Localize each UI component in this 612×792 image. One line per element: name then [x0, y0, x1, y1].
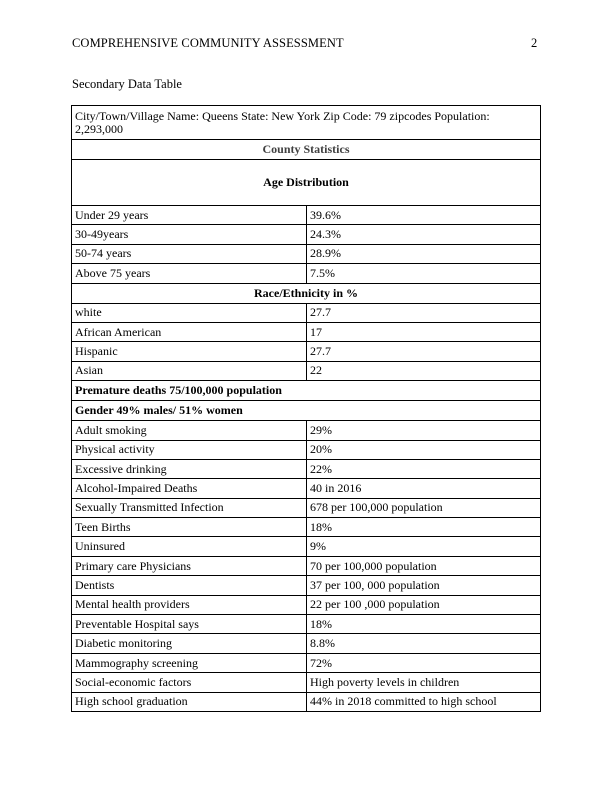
row-label: Alcohol-Impaired Deaths	[72, 479, 307, 498]
row-value: 22	[307, 361, 541, 380]
row-label: Mammography screening	[72, 653, 307, 672]
row-label: Uninsured	[72, 537, 307, 556]
row-label: Above 75 years	[72, 264, 307, 283]
table-row	[72, 342, 541, 361]
row-value: 8.8%	[307, 634, 541, 653]
location-info-cell: City/Town/Village Name: Queens State: New York Zip Code: 79 zipcodes Population: 2,293,000	[72, 106, 541, 140]
row-label: 30-49years	[72, 225, 307, 244]
row-value: 18%	[307, 518, 541, 537]
row-value: 20%	[307, 440, 541, 459]
row-value: 44% in 2018 committed to high school	[307, 692, 541, 711]
table-row	[72, 673, 541, 692]
row-value: 37 per 100, 000 population	[307, 576, 541, 595]
county-statistics-heading: County Statistics	[72, 140, 541, 160]
table-row	[72, 615, 541, 634]
row-value: 28.9%	[307, 244, 541, 263]
row-label: Mental health providers	[72, 595, 307, 614]
race-ethnicity-heading: Race/Ethnicity in %	[72, 283, 541, 303]
row-label: Preventable Hospital says	[72, 615, 307, 634]
age-distribution-heading: Age Distribution	[72, 160, 541, 206]
table-row	[72, 206, 541, 225]
row-value: 29%	[307, 421, 541, 440]
table-row	[72, 264, 541, 283]
row-value: 24.3%	[307, 225, 541, 244]
row-value: 40 in 2016	[307, 479, 541, 498]
row-value: 22%	[307, 459, 541, 478]
row-label: Teen Births	[72, 518, 307, 537]
table-row	[72, 537, 541, 556]
row-label: Adult smoking	[72, 421, 307, 440]
premature-deaths-row: Premature deaths 75/100,000 population	[72, 381, 541, 401]
table-row	[72, 459, 541, 478]
row-label: Asian	[72, 361, 307, 380]
row-value: 39.6%	[307, 206, 541, 225]
row-value: 72%	[307, 653, 541, 672]
table-row	[72, 653, 541, 672]
table-row	[72, 498, 541, 517]
table-row	[72, 576, 541, 595]
row-value: 27.7	[307, 342, 541, 361]
row-value: 22 per 100 ,000 population	[307, 595, 541, 614]
row-value: High poverty levels in children	[307, 673, 541, 692]
running-head-title: COMPREHENSIVE COMMUNITY ASSESSMENT	[72, 36, 344, 50]
row-value: 678 per 100,000 population	[307, 498, 541, 517]
table-row	[72, 595, 541, 614]
row-label: Primary care Physicians	[72, 556, 307, 575]
table-row	[72, 634, 541, 653]
row-value: 9%	[307, 537, 541, 556]
table-row	[72, 225, 541, 244]
row-label: African American	[72, 322, 307, 341]
row-label: Diabetic monitoring	[72, 634, 307, 653]
row-label: Dentists	[72, 576, 307, 595]
row-value: 18%	[307, 615, 541, 634]
secondary-data-table	[71, 105, 541, 712]
page-number: 2	[531, 36, 538, 50]
row-label: Social-economic factors	[72, 673, 307, 692]
row-label: Under 29 years	[72, 206, 307, 225]
row-label: Excessive drinking	[72, 459, 307, 478]
table-row	[72, 322, 541, 341]
table-row	[72, 518, 541, 537]
gender-row: Gender 49% males/ 51% women	[72, 401, 541, 421]
row-label: Physical activity	[72, 440, 307, 459]
table-row	[72, 692, 541, 711]
table-row	[72, 244, 541, 263]
table-row	[72, 556, 541, 575]
table-row	[72, 303, 541, 322]
row-value: 27.7	[307, 303, 541, 322]
row-label: white	[72, 303, 307, 322]
row-label: 50-74 years	[72, 244, 307, 263]
row-value: 7.5%	[307, 264, 541, 283]
row-value: 17	[307, 322, 541, 341]
row-label: Sexually Transmitted Infection	[72, 498, 307, 517]
table-caption: Secondary Data Table	[72, 77, 182, 91]
row-label: Hispanic	[72, 342, 307, 361]
table-row	[72, 361, 541, 380]
table-row	[72, 440, 541, 459]
row-value: 70 per 100,000 population	[307, 556, 541, 575]
table-row	[72, 479, 541, 498]
table-row	[72, 421, 541, 440]
row-label: High school graduation	[72, 692, 307, 711]
